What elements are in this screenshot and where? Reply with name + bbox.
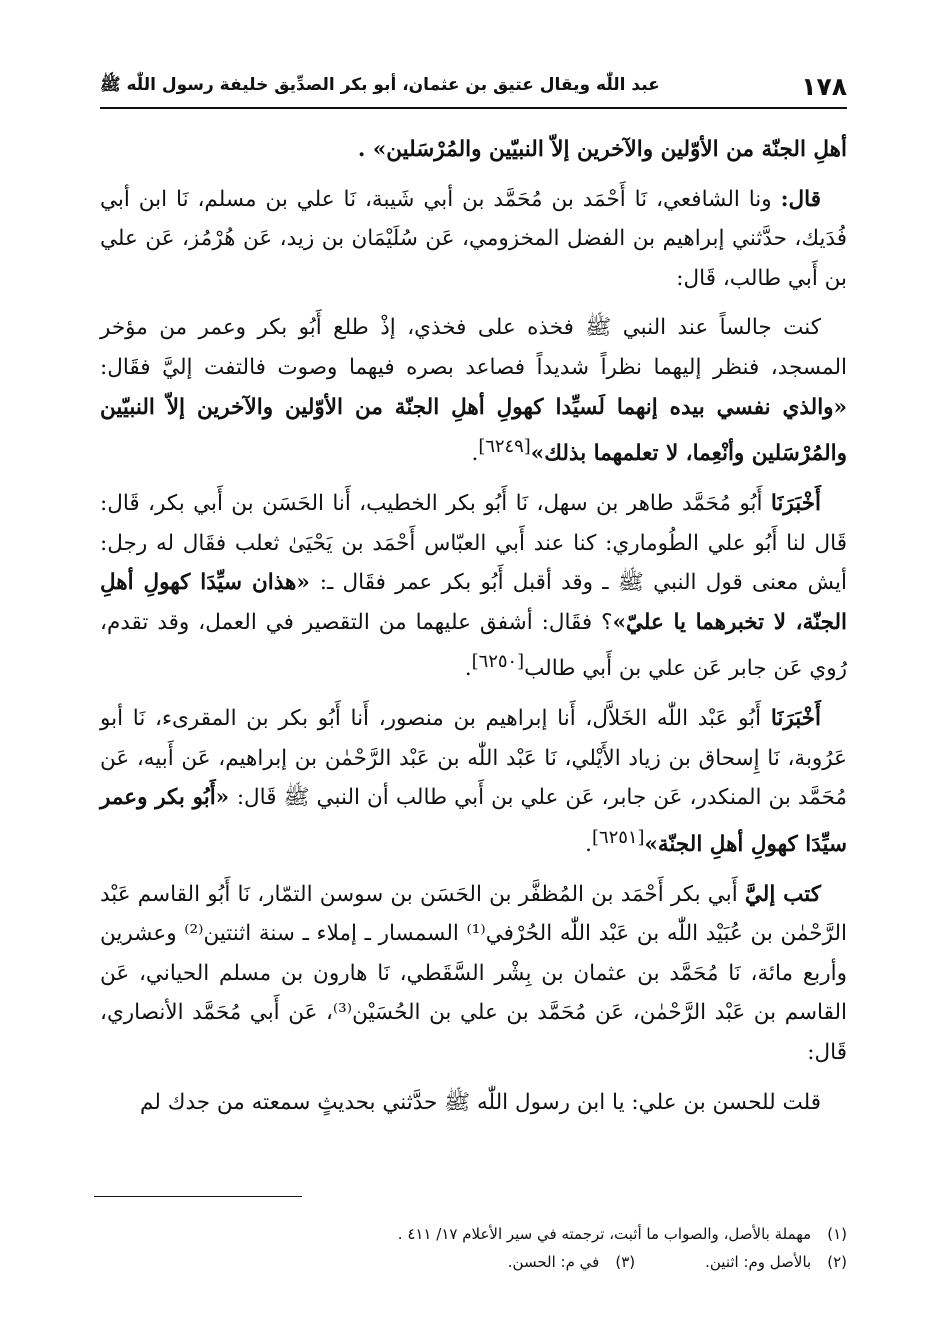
footnote-2-text: بالأصل وم: اثنين. (705, 1253, 812, 1271)
hadith-quote-3: «أَبُو بكر وعمر سيِّدَا كهولِ أهلِ الجنّة» (100, 785, 847, 857)
paragraph-2-text: ونا الشافعي، نَا أَحْمَد بن مُحَمَّد بن أبي شَيبة، نَا علي بن مسلم، نَا ابن أبي فُدَيك، حدَّثني إبراهيم بن الفضل المخزومي، عَن سُلَيْمَان بن زيد، عَن هُرْمُز، عَن علي بن أَبي طالب، قَال: (100, 186, 847, 291)
footnote-3-number: (٣) (615, 1253, 636, 1271)
footnote-3-text: في م: الحسن. (507, 1253, 600, 1271)
footnote-2-number: (٢) (827, 1253, 847, 1271)
footnote-rule (94, 1196, 302, 1197)
header-rule (100, 107, 847, 109)
paragraph-7: قلت للحسن بن علي: يا ابن رسول اللّٰه ﷺ حدَّثني بحديثٍ سمعته من جدك لم (140, 1089, 821, 1115)
hadith-ref-6250: [٦٢٥٠] (471, 651, 525, 673)
hadith-quote-2: «هذان سيِّدَا كهولِ أهلِ الجنّة، لا تخبرهما يا عليّ» (100, 570, 847, 635)
paragraph-6-lead: كتب إليَّ (744, 881, 821, 907)
hadith-quote-1: «والذي نفسي بيده إنهما لَسيِّدا كهولِ أهلِ الجنّة من الأوّلين والآخرين إلاّ النبيّين والمُرْسَلين وأنْعِما، لا تعلمهما بذلك» (100, 394, 847, 467)
footnote-1-text: مهملة بالأصل، والصواب ما أثبت، ترجمته في سير الأعلام ١٧/ ٤١١ . (397, 1225, 812, 1243)
paragraph-5-lead: أَخْبَرَنَا (770, 706, 821, 732)
footnote-2-3 (100, 1248, 847, 1276)
page-number: ١٧٨ (801, 71, 847, 101)
footnote-1-number: (١) (827, 1225, 847, 1243)
paragraph-5-text: أَبُو عَبْد اللّٰه الخَلاَّل، أَنا إبراهيم بن منصور، أَنا أَبُو بكر بن المقرىء، نَا أبو عَرُوبة، نَا إِسحاق بن زياد الأَيْلي، نَا عَبْد اللّٰه بن عَبْد الرَّحْمٰن بن إبراهيم، عَن أَبيه، عَن مُحَمَّد بن المنكدر، عَن جابر، عَن علي بن أَبي طالب أن النبي ﷺ قَال: (100, 706, 848, 811)
main-text (100, 130, 847, 1132)
paragraph-1: أهلِ الجنّة من الأوّلين والآخرين إلاّ النبيّين والمُرْسَلين» . (357, 137, 847, 162)
hadith-ref-6249: [٦٢٤٩] (478, 436, 531, 458)
paragraph-4: أَخْبَرَنَا أَبُو مُحَمَّد طاهر بن سهل، نَا أَبُو بكر الخطيب، أَنا الحَسَن بن أَبي بكر، قَال: قَال لنا أَبُو علي الطُوماري: كنا عند أَبي العبّاس أَحْمَد بن يَحْيَىٰ ثعلب فقَال له رجل: أيش معنى قول النبي ﷺ ـ وقد أقبل أَبُو بكر عمر فقَال ـ: «هذان سيِّدَا كهولِ أهلِ الجنّة، لا تخبرهما يا عليّ»؟ فقَال: أشفق عليهما من التقصير في العمل، وقد تقدم، رُوي عَن جابر عَن علي بن أَبي طالب[٦٢٥٠]. (100, 490, 847, 682)
paragraph-4-text: أَبُو مُحَمَّد طاهر بن سهل، نَا أَبُو بكر الخطيب، أَنا الحَسَن بن أَبي بكر، قَال: قَال لنا أَبُو علي الطُوماري: كنا عند أَبي العبّاس أَحْمَد بن يَحْيَىٰ ثعلب فقَال له رجل: أيش معنى قول النبي ﷺ ـ وقد أقبل أَبُو بكر عمر فقَال ـ: (100, 490, 847, 596)
paragraph-4-rest: ؟ فقَال: أشفق عليهما من التقصير في العمل، وقد تقدم، رُوي عَن جابر عَن علي بن أَبي طالب (100, 609, 847, 682)
paragraph-2-lead: قال: (780, 186, 821, 212)
paragraph-3: كنت جالساً عند النبي ﷺ فخذه على فخذي، إذْ طلع أَبُو بكر وعمر من مؤخر المسجد، فنظر إليهما نظراً شديداً فصاعد بصره فيهما وصوت فالتفت إليَّ فقَال: «والذي نفسي بيده إنهما لَسيِّدا كهولِ أهلِ الجنّة من الأوّلين والآخرين إلاّ النبيّين والمُرْسَلين وأنْعِما، لا تعلمهما بذلك»[٦٢٤٩]. (100, 315, 847, 467)
footnote-1 (100, 1220, 847, 1248)
hadith-ref-6251: [٦٢٥١] (591, 826, 645, 848)
paragraph-6-text: أَبي بكر أَحْمَد بن المُظفَّر بن الحَسَن بن سوسن التمّار، نَا أَبُو القاسم عَبْد الرَّحْمٰن بن عُبَيْد اللّٰه بن عَبْد اللّٰه الحُرْفي⁽¹⁾ السمسار ـ إملاء ـ سنة اثنتين⁽²⁾ وعشرين وأربع مائة، نَا مُحَمَّد بن عثمان بن بِشْر السَّقَطي، نَا هارون بن مسلم الحياني، عَن القاسم بن عَبْد الرَّحْمٰن، عَن مُحَمَّد بن علي بن الحُسَيْن⁽³⁾، عَن أَبي مُحَمَّد الأنصاري، قَال: (100, 881, 847, 1065)
running-title: عبد اللّٰه ويقال عتيق بن عثمان، أبو بكر الصدِّيق خليفة رسول اللّٰه ﷺ (100, 74, 660, 95)
paragraph-6 (100, 875, 847, 1073)
paragraph-5: أَخْبَرَنَا أَبُو عَبْد اللّٰه الخَلاَّل، أَنا إبراهيم بن منصور، أَنا أَبُو بكر بن المقرىء، نَا أبو عَرُوبة، نَا إِسحاق بن زياد الأَيْلي، نَا عَبْد اللّٰه بن عَبْد الرَّحْمٰن بن إبراهيم، عَن أَبيه، عَن مُحَمَّد بن المنكدر، عَن جابر، عَن علي بن أَبي طالب أن النبي ﷺ قَال: «أَبُو بكر وعمر سيِّدَا كهولِ أهلِ الجنّة»[٦٢٥١]. (100, 706, 848, 857)
paragraph-3-text: كنت جالساً عند النبي ﷺ فخذه على فخذي، إذْ طلع أَبُو بكر وعمر من مؤخر المسجد، فنظر إليهما نظراً شديداً فصاعد بصره فيهما وصوت فالتفت إليَّ فقَال: (100, 315, 847, 380)
page-header (100, 66, 847, 106)
paragraph-2 (100, 180, 847, 299)
footnotes (100, 1220, 847, 1276)
paragraph-4-lead: أَخْبَرَنَا (770, 490, 821, 516)
